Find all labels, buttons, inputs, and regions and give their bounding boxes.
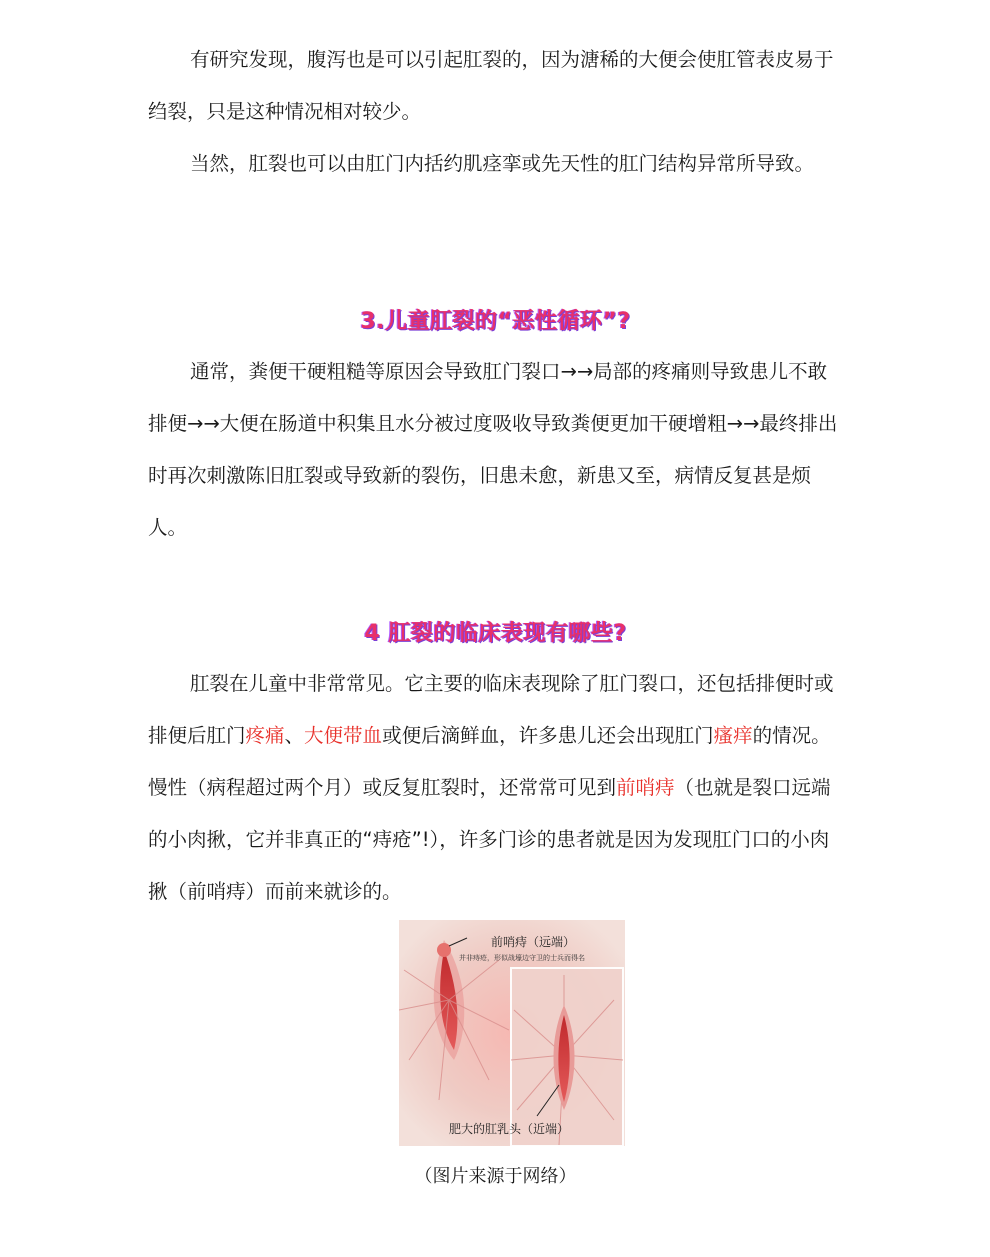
label-sentinel-pile: 前哨痔（远端） (491, 935, 576, 949)
paragraph-diarrhea: 有研究发现，腹泻也是可以引起肛裂的，因为溏稀的大便会使肛管表皮易于绉裂，只是这种情况相对较少。 (148, 48, 834, 123)
highlight-pain: 疼痛 (245, 724, 285, 747)
text-segment: 肛裂在儿童中非常常见。它主要的临床表现除了肛门裂口，还包括排便时或排便后肛门 (148, 672, 834, 747)
highlight-sentinel-pile: 前哨痔 (616, 776, 675, 799)
heading-vicious-cycle: 3.儿童肛裂的“恶性循环”? (360, 309, 631, 334)
label-anal-papilla: 肥大的肛乳头（近端） (449, 1122, 570, 1136)
label-sentinel-pile-note: 并非痔疮，形似战壕边守卫的士兵而得名 (459, 954, 585, 962)
illustration-svg (399, 920, 625, 1146)
paragraph-vicious-cycle: 通常，粪便干硬粗糙等原因会导致肛门裂口→→局部的疼痛则导致患儿不敢排便→→大便在肠道中积集且水分被过度吸收导致粪便更加干硬增粗→→最终排出时再次刺激陈旧肛裂或导致新的裂伤，旧患未愈，新患又至，病情反复甚是烦人。 (148, 360, 838, 539)
text-segment: （也就是裂口远端的小肉揪，它并非真正的“痔疮”!），许多门诊的患者就是因为发现肛门口的小肉揪（前哨痔）而前来就诊的。 (148, 776, 831, 903)
paragraph-clinical-signs (148, 658, 843, 918)
paragraph-congenital: 当然，肛裂也可以由肛门内括约肌痉挛或先天性的肛门结构异常所导致。 (190, 152, 815, 175)
highlight-itching: 瘙痒 (713, 724, 753, 747)
highlight-bloody-stool: 大便带血 (304, 724, 383, 747)
heading-clinical-signs: 4 肛裂的临床表现有哪些? (364, 621, 627, 646)
image-caption: （图片来源于网络） (414, 1166, 577, 1187)
text-segment: 或便后滴鲜血，许多患儿还会出现肛门 (382, 724, 714, 747)
anal-fissure-illustration (399, 920, 625, 1146)
text-segment: 、 (284, 724, 305, 747)
text-segment: 的情况。慢性（病程超过两个月）或反复肛裂时，还常常可见到 (148, 724, 831, 799)
